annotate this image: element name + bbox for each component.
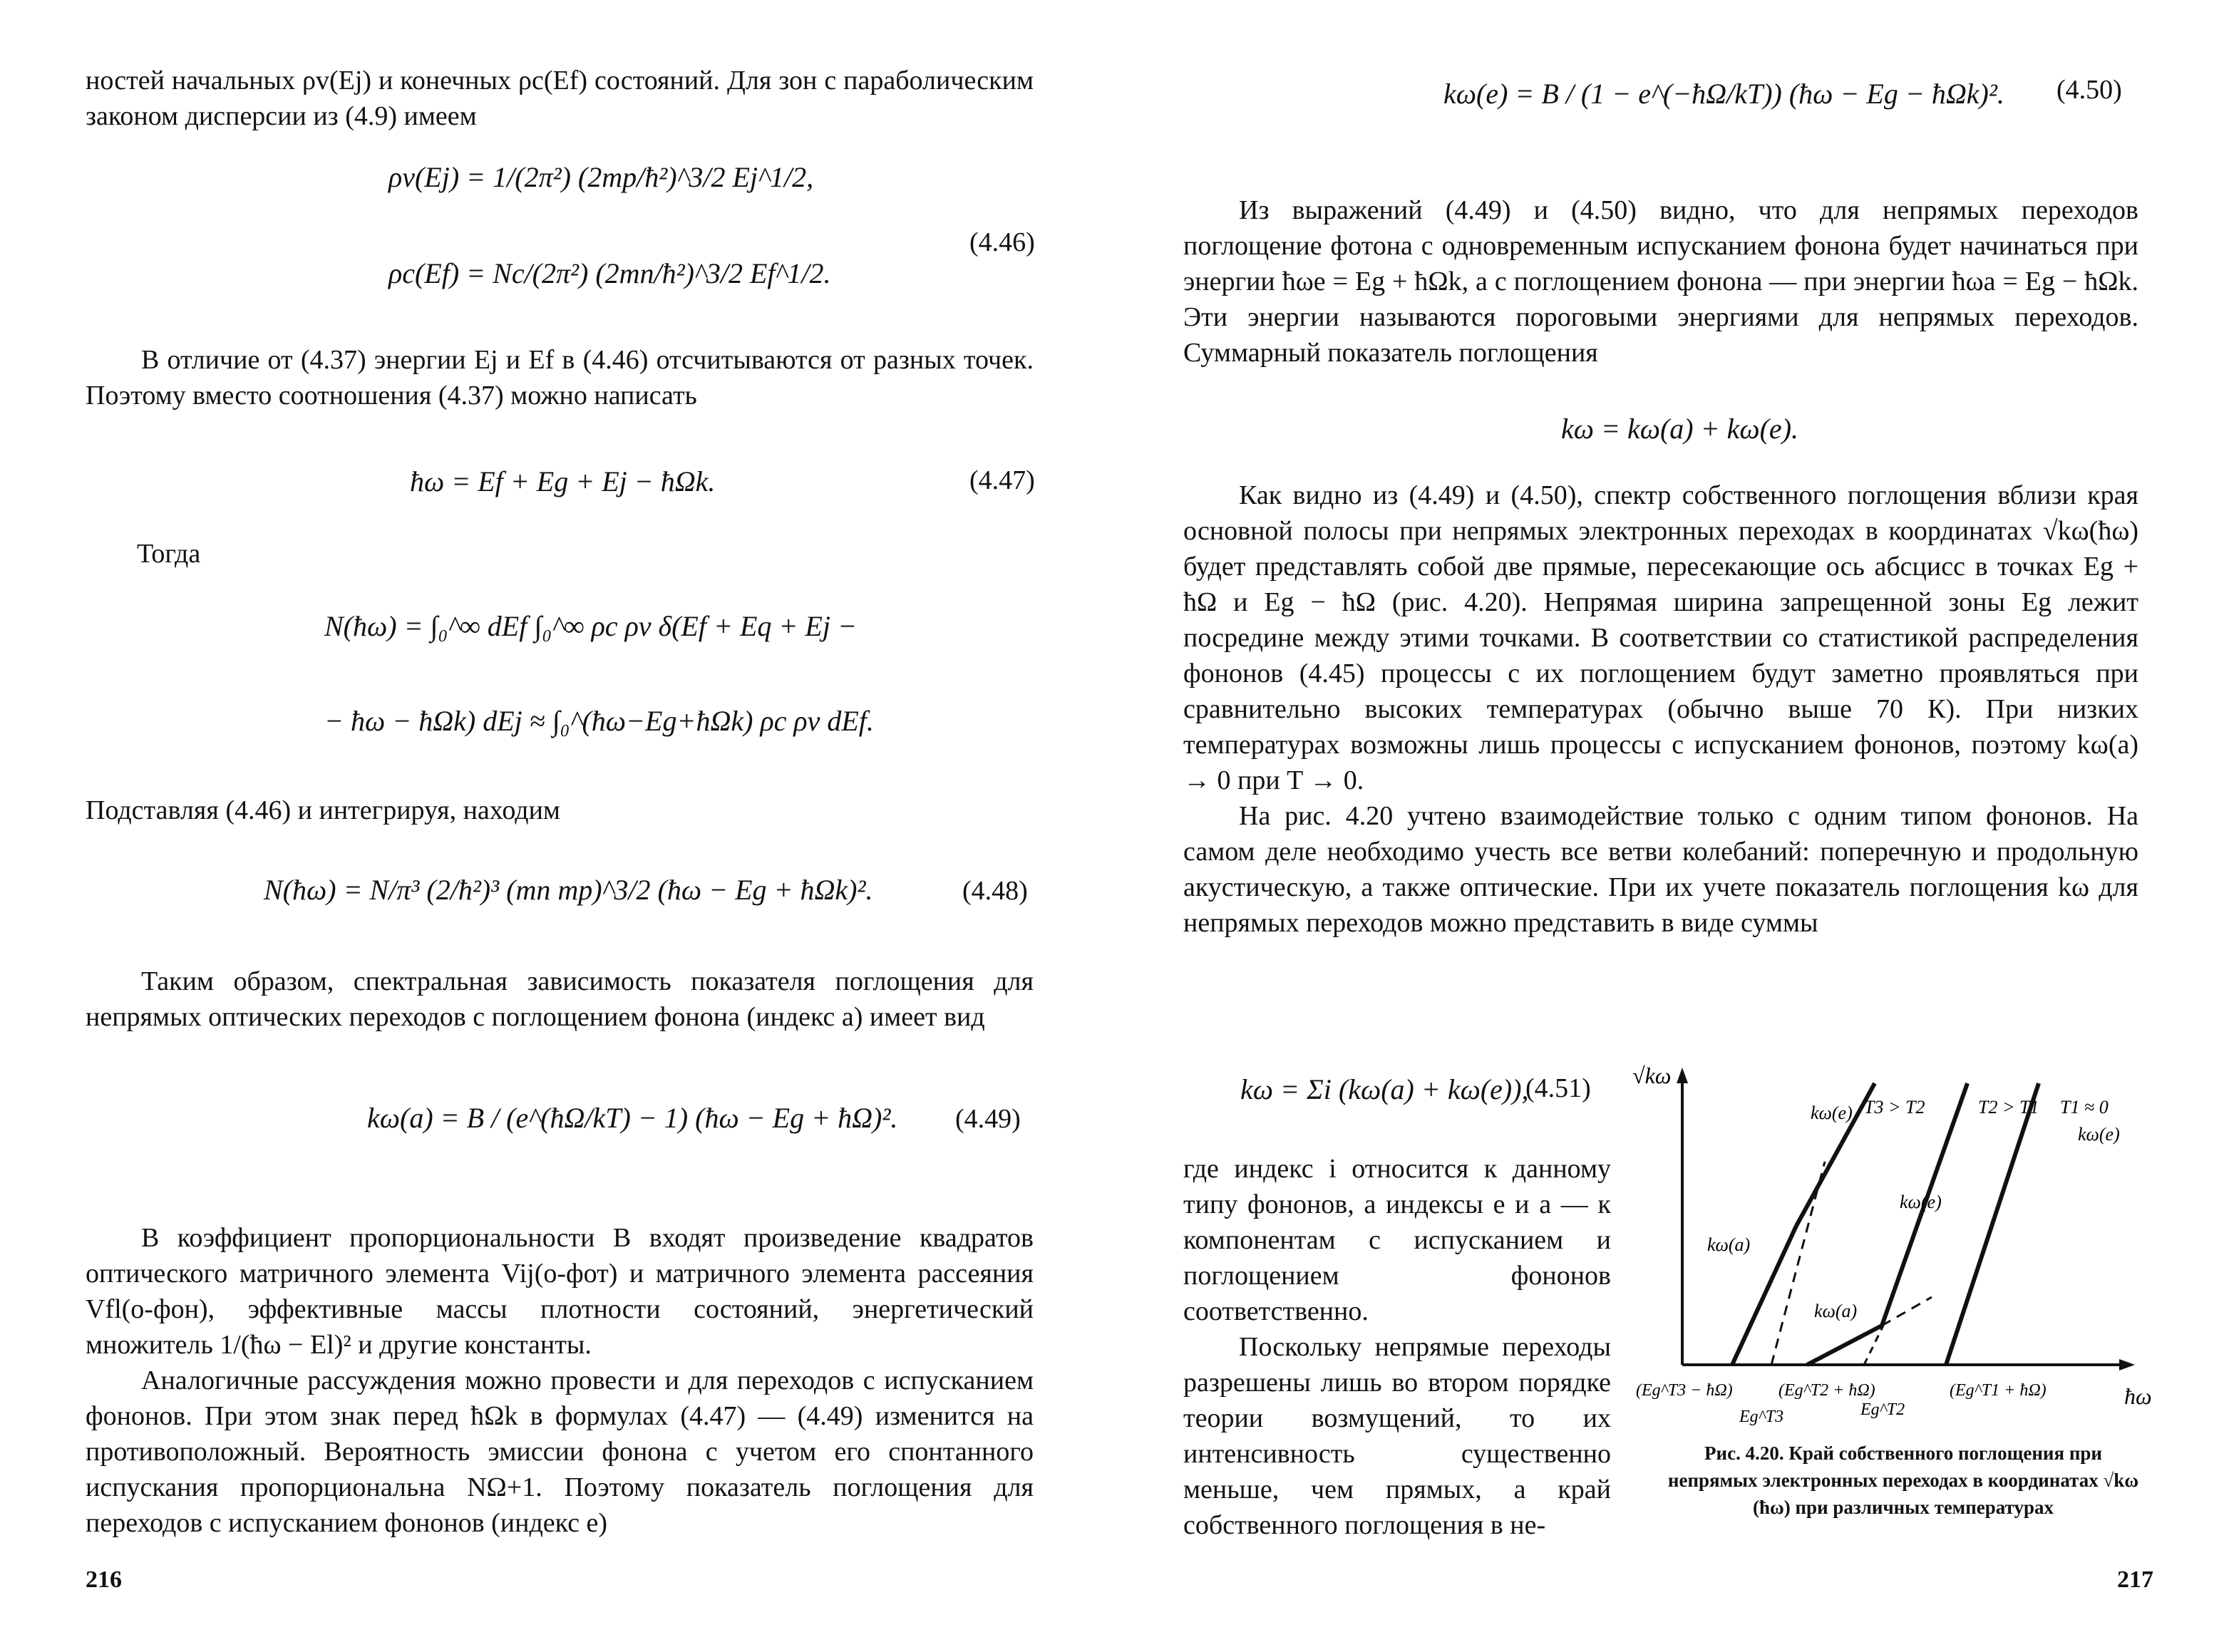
right-column-narrow — [1183, 1151, 1611, 1543]
label-x3: (Eg^T1 + ħΩ) — [1950, 1381, 2047, 1400]
equation-number: (4.50) — [2056, 75, 2122, 105]
left-column-bottom — [86, 1220, 1034, 1541]
equation-number: (4.51) — [1525, 1073, 1591, 1103]
label-t2-gt-t1: T2 > T1 — [1978, 1097, 2039, 1117]
page-number: 217 — [2117, 1566, 2153, 1593]
right-page — [1112, 0, 2224, 1652]
label-t3-gt-t2: T3 > T2 — [1864, 1097, 1925, 1117]
paragraph: В коэффициент пропорциональности B входят произведение квадратов оптического матричного элемента Vij(о-фот) и матричного элемента рассеяния Vfl(о-фон), эффективные массы плотности состояний, энергетический множитель 1/(ħω − El)² и другие константы. — [86, 1223, 1034, 1360]
label-ka-2: kω(a) — [1814, 1301, 1858, 1321]
equation-sum: kω = kω(a) + kω(e). — [1561, 413, 1799, 445]
paragraph: где индекс i относится к данному типу фононов, а индексы e и a — к компонентам с испусканием и поглощением фононов соответственно. — [1183, 1154, 1611, 1326]
label-t1-0: T1 ≈ 0 — [2060, 1097, 2109, 1117]
equation-N-line1: N(ħω) = ∫₀^∞ dEf ∫₀^∞ ρc ρv δ(Ef + Eq + Ej − — [324, 610, 857, 642]
paragraph: ностей начальных ρv(Ej) и конечных ρc(Ef) состояний. Для зон с параболическим законом дисперсии из (4.9) имеем — [86, 66, 1034, 131]
x-axis-arrow — [2119, 1359, 2135, 1370]
left-column-p2 — [86, 342, 1034, 413]
paragraph: Как видно из (4.49) и (4.50), спектр собственного поглощения вблизи края основной полосы при непрямых электронных переходах в координатах √kω(ħω) будет представлять собой две прямые, пересекающие ось абсцисс в точках Eg + ħΩ и Eg − ħΩ (рис. 4.20). Непрямая ширина запрещенной зоны Eg лежит посредине между этими точками. В соответствии со статистикой распределения фононов (4.45) процессы с их поглощением будут заметно проявляться при сравнительно высоких температурах (обычно выше 70 К). При низких температурах возможны лишь процессы с испусканием фононов, поэтому kω(a) → 0 при T → 0. — [1183, 480, 2138, 795]
figure-caption-wrap — [1661, 1440, 2146, 1521]
equation-number: (4.47) — [969, 465, 1035, 495]
figure-caption: Рис. 4.20. Край собственного поглощения при непрямых электронных переходах в координатах √kω (ħω) при различных температурах — [1667, 1442, 2139, 1518]
equation-number: (4.49) — [955, 1104, 1021, 1134]
equation-4-51: kω = Σi (kω(a) + kω(e)), — [1240, 1073, 1529, 1105]
label-x2: (Eg^T2 + ħΩ) — [1778, 1381, 1875, 1400]
paragraph: Из выражений (4.49) и (4.50) видно, что для непрямых переходов поглощение фотона с одновременным испусканием фонона будет начинаться при энергии ħωe = Eg + ħΩk, а с поглощением фонона — при энергии ħωa = Eg − ħΩk. Эти энергии называются пороговыми энергиями для непрямых переходов. Суммарный показатель поглощения — [1183, 195, 2138, 368]
left-column-top — [86, 63, 1034, 134]
label-eg-t2: Eg^T2 — [1860, 1400, 1905, 1419]
equation-4-46b: ρc(Ef) = Nc/(2π²) (2mn/ħ²)^3/2 Ef^1/2. — [388, 257, 831, 289]
label-x1: (Eg^T3 − ħΩ) — [1636, 1381, 1733, 1400]
paragraph: На рис. 4.20 учтено взаимодействие только с одним типом фононов. На самом деле необходимо учесть все ветви колебаний: поперечную и продольную акустическую, а также оптические. При их учете показатель поглощения kω для непрямых переходов можно представить в виде суммы — [1183, 801, 2138, 938]
equation-4-50: kω(e) = B / (1 − e^(−ħΩ/kT)) (ħω − Eg − ħΩk)². — [1443, 78, 2004, 110]
right-column-p2 — [1183, 477, 2138, 941]
y-axis-label: √kω — [1632, 1063, 1672, 1088]
equation-number: (4.48) — [962, 876, 1028, 906]
label-ke-3: kω(e) — [1900, 1192, 1942, 1212]
label-eg-t3: Eg^T3 — [1739, 1408, 1784, 1426]
left-column-p4 — [86, 793, 1034, 828]
equation-N-line2: − ħω − ħΩk) dEj ≈ ∫₀^(ħω−Eg+ħΩk) ρc ρv dEf. — [324, 705, 874, 737]
page-number: 216 — [86, 1566, 122, 1593]
left-column-p5 — [86, 964, 1034, 1035]
paragraph: Аналогичные рассуждения можно провести и для переходов с испусканием фононов. При этом знак перед ħΩk в формулах (4.47) — (4.49) изменится на противоположный. Вероятность эмиссии фонона с учетом его спонтанного испускания пропорциональна NΩ+1. Поэтому показатель поглощения для переходов с испусканием фононов (индекс e) — [86, 1366, 1034, 1538]
paragraph: Тогда — [137, 539, 201, 569]
x-axis-label: ħω — [2124, 1383, 2152, 1409]
figure-4-20 — [1632, 1062, 2160, 1432]
paragraph: Подставляя (4.46) и интегрируя, находим — [86, 795, 560, 825]
curve-ka-T2 — [1807, 1326, 1882, 1365]
paragraph: Поскольку непрямые переходы разрешены лишь во втором порядке теории возмущений, то их интенсивность существенно меньше, чем прямых, а край собственного поглощения в не- — [1183, 1332, 1611, 1540]
paragraph: В отличие от (4.37) энергии Ej и Ef в (4.46) отсчитываются от разных точек. Поэтому вместо соотношения (4.37) можно написать — [86, 345, 1034, 411]
equation-4-46a: ρv(Ej) = 1/(2π²) (2mp/ħ²)^3/2 Ej^1/2, — [388, 161, 814, 193]
equation-4-49: kω(a) = B / (e^(ħΩ/kT) − 1) (ħω − Eg + ħΩ)². — [367, 1102, 898, 1134]
equation-number: (4.46) — [969, 227, 1035, 257]
y-axis-arrow — [1677, 1068, 1688, 1083]
left-column-p3 — [137, 536, 565, 572]
curve-ke-T1 — [1946, 1083, 2039, 1365]
equation-4-48: N(ħω) = N/π³ (2/ħ²)³ (mn mp)^3/2 (ħω − Eg + ħΩk)². — [264, 874, 873, 906]
right-column-p1 — [1183, 192, 2138, 371]
label-ka-1: kω(a) — [1707, 1234, 1751, 1255]
equation-4-47: ħω = Ef + Eg + Ej − ħΩk. — [410, 465, 716, 497]
paragraph: Таким образом, спектральная зависимость показателя поглощения для непрямых оптических переходов с поглощением фонона (индекс a) имеет вид — [86, 966, 1034, 1032]
label-ke-2: kω(e) — [2078, 1124, 2120, 1145]
label-ke-1: kω(e) — [1811, 1103, 1853, 1123]
